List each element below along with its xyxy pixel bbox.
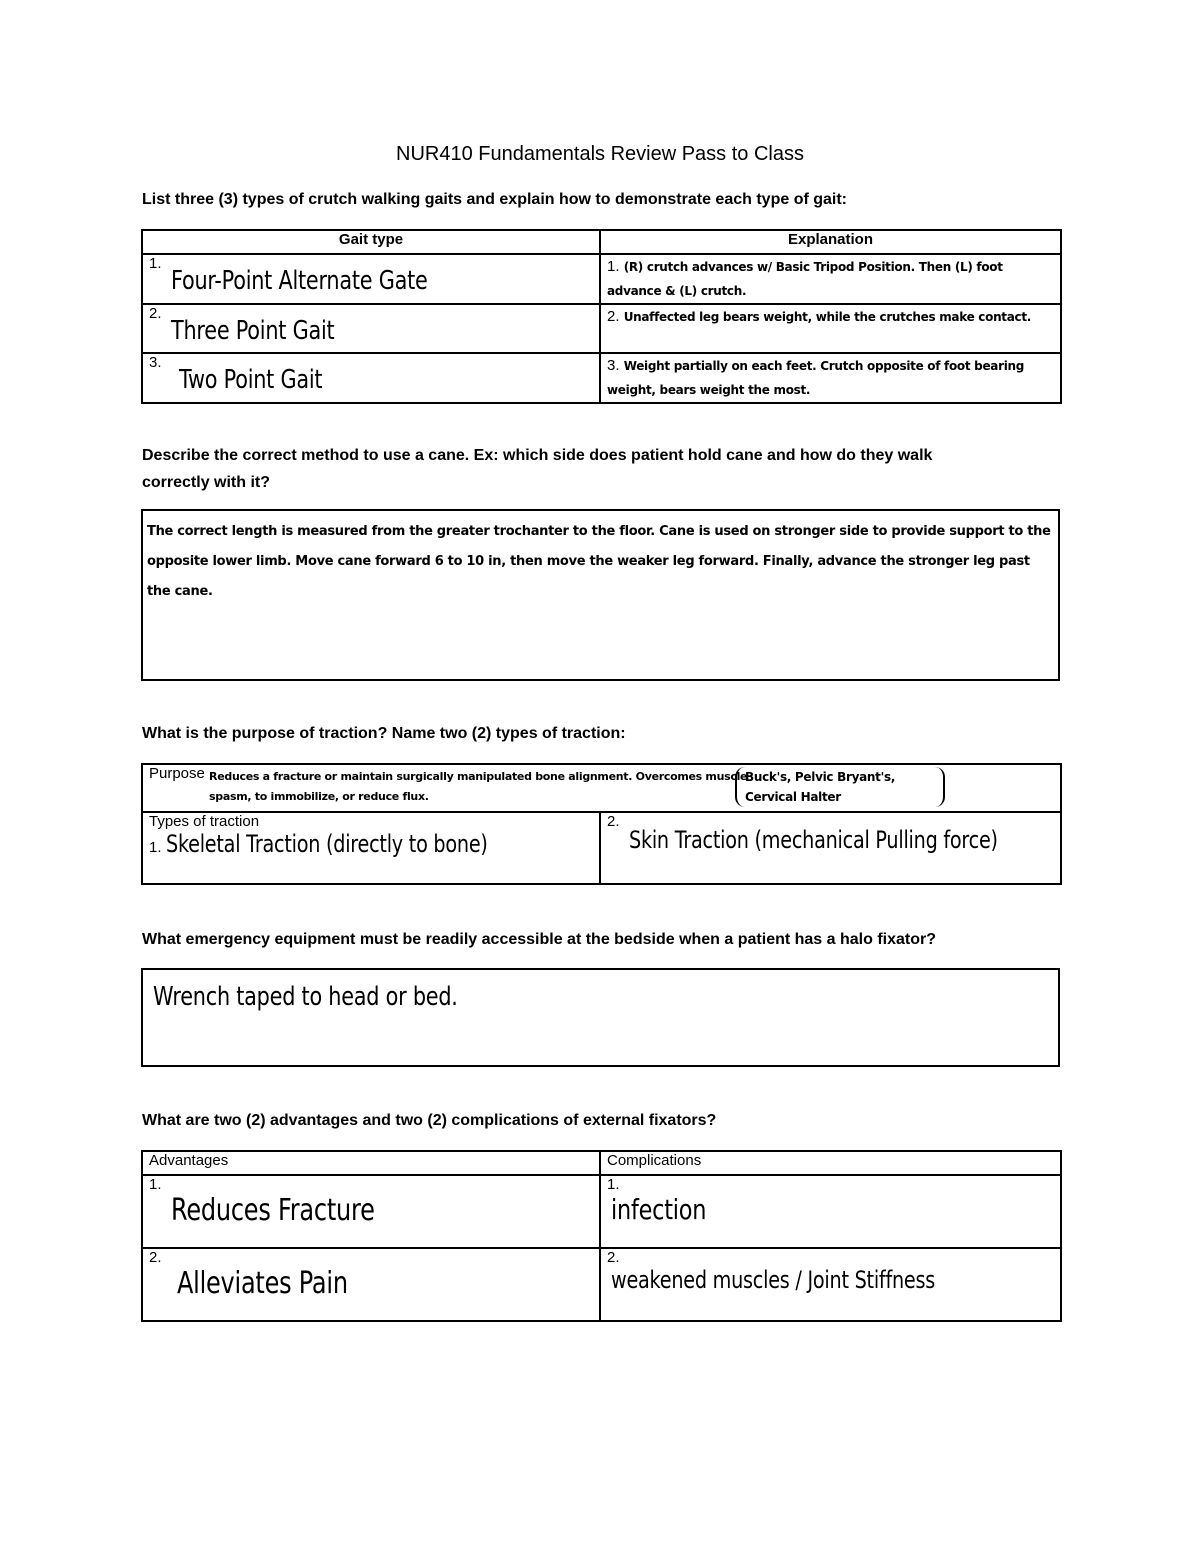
page-title: NUR410 Fundamentals Review Pass to Class [396,143,804,165]
halo-answer-box [141,968,1060,1067]
row-number: 2. [607,1249,620,1266]
row-number: 1. [149,1176,162,1193]
traction-type-1: Skeletal Traction (directly to bone) [165,830,488,858]
gait-answer: Four-Point Alternate Gate [171,266,428,296]
gait-answer: Three Point Gait [171,316,335,346]
explanation-answer: Weight partially on each feet. Crutch opposite of foot bearing weight, bears weight the most. [607,359,1025,397]
row-number: 1. [149,255,162,272]
advantage-answer: Alleviates Pain [177,1266,348,1301]
row-number: 2. [149,1249,162,1266]
explanation-answer: (R) crutch advances w/ Basic Tripod Position. Then (L) foot advance & (L) crutch. [607,260,1003,298]
cane-answer: The correct length is measured from the greater trochanter to the floor. Cane is used on stronger side to provide support to the opposite lower limb. Move cane forward 6 to 10 in, then move the weaker leg forward. Finally, advance the stronger leg past the cane. [147,524,1051,599]
gait-answer: Two Point Gait [179,365,323,395]
row-number: 1. [607,1176,620,1193]
table-row [142,254,1061,304]
row-number: 1. [149,839,162,856]
traction-examples: Buck's, Pelvic Bryant's, Cervical Halter [735,767,945,807]
complication-answer: infection [611,1193,707,1226]
advantage-answer: Reduces Fracture [171,1193,375,1228]
table-row [142,304,1061,353]
cane-answer-box [141,509,1060,681]
explanation-answer: Unaffected leg bears weight, while the crutches make contact. [623,310,1032,324]
fixator-table [141,1150,1062,1322]
row-number: 2. [607,308,620,325]
crutch-gait-table [141,229,1062,404]
question-cane-method: Describe the correct method to use a cane. Ex: which side does patient hold cane and how do they walk correctly with it? [142,447,933,491]
row-number: 2. [607,813,620,830]
header-explanation: Explanation [600,230,1061,254]
question-external-fixators: What are two (2) advantages and two (2) complications of external fixators? [142,1112,717,1129]
row-number: 2. [149,305,162,322]
purpose-answer: Reduces a fracture or maintain surgically manipulated bone alignment. Overcomes muscle spasm, to immobilize, or reduce flux. [209,770,748,803]
table-row [142,1175,1061,1248]
traction-table [141,763,1062,885]
header-gait-type: Gait type [142,230,600,254]
header-complications: Complications [600,1151,1061,1175]
header-advantages: Advantages [142,1151,600,1175]
row-number: 3. [607,357,620,374]
row-number: 1. [607,258,620,275]
row-number: 3. [149,354,162,371]
question-traction: What is the purpose of traction? Name two (2) types of traction: [142,725,626,742]
question-crutch-gaits: List three (3) types of crutch walking gaits and explain how to demonstrate each type of gait: [142,191,848,208]
question-halo-fixator: What emergency equipment must be readily accessible at the bedside when a patient has a halo fixator? [142,931,936,948]
table-row [142,353,1061,403]
types-label: Types of traction [149,813,260,830]
purpose-label: Purpose [149,765,205,782]
traction-type-2: Skin Traction (mechanical Pulling force) [629,826,998,854]
complication-answer: weakened muscles / Joint Stiffness [611,1266,935,1294]
halo-answer: Wrench taped to head or bed. [153,982,458,1012]
table-row [142,1248,1061,1321]
